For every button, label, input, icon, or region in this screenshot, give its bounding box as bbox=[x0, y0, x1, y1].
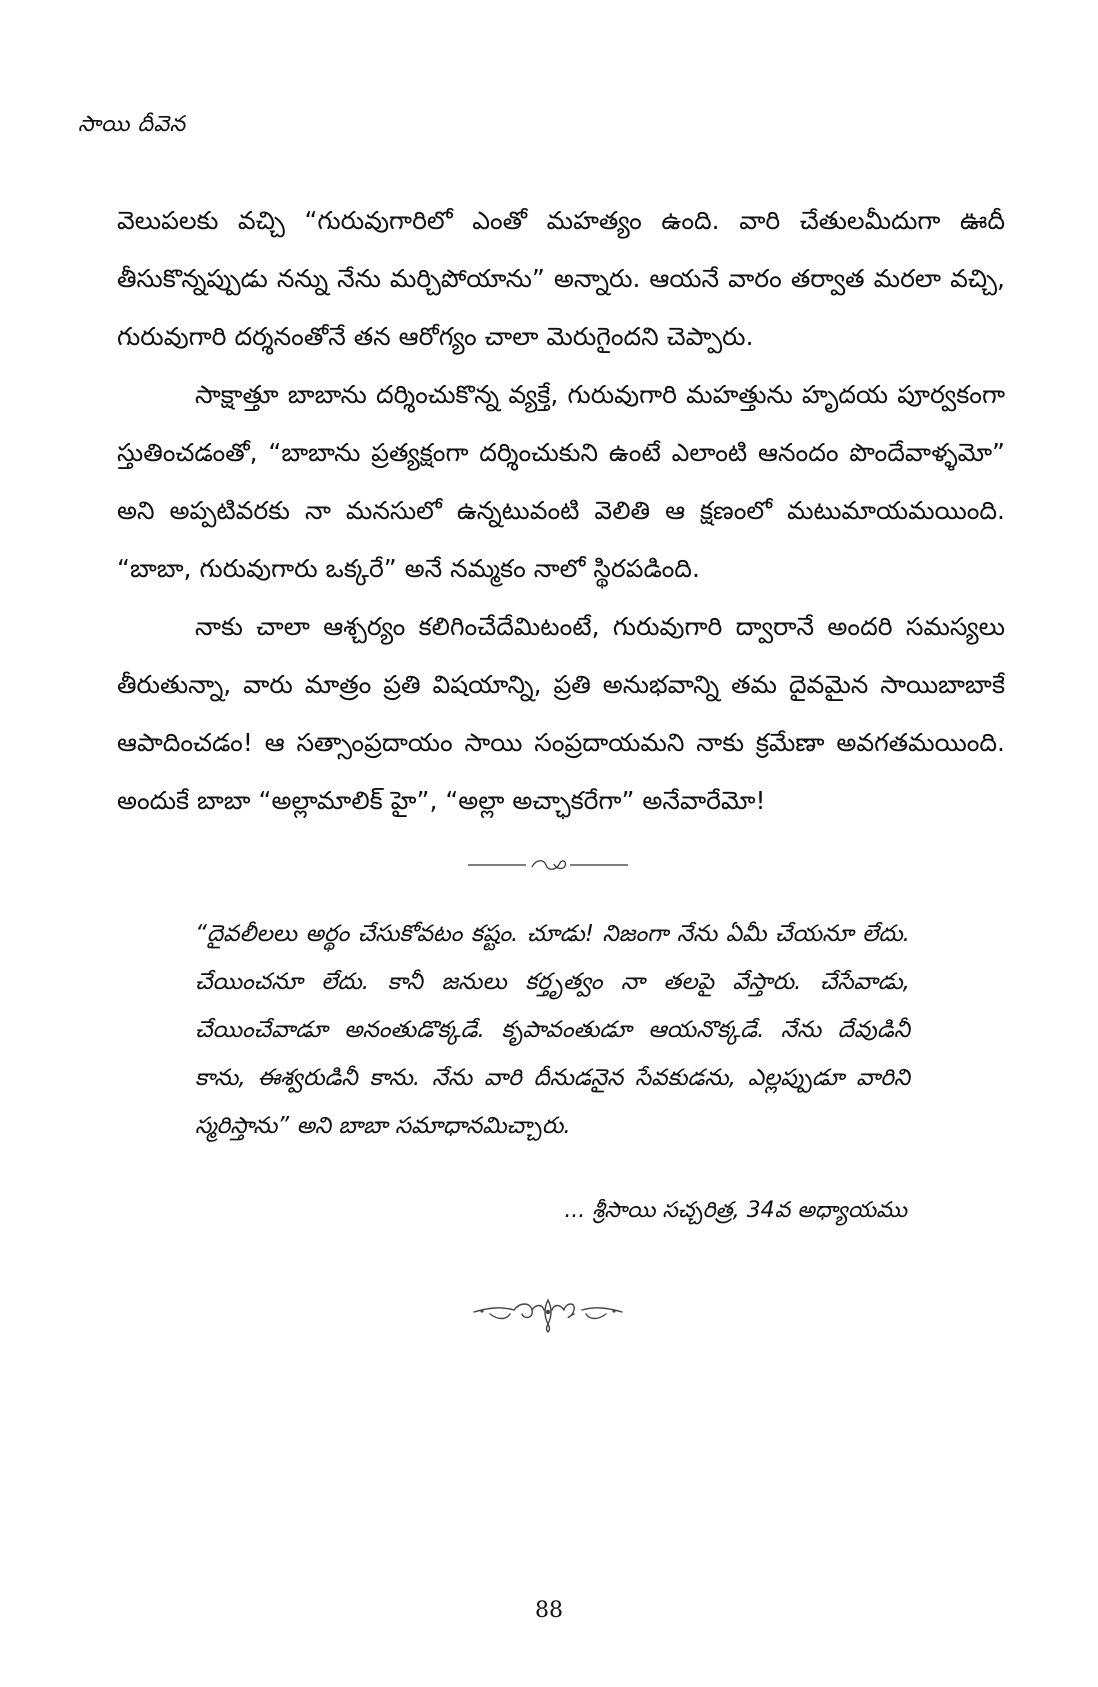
quote-source: ... శ్రీసాయి సచ్చరిత్ర, 34వ అధ్యాయము bbox=[564, 1198, 907, 1223]
quote-block bbox=[195, 910, 910, 1150]
paragraph: నాకు చాలా ఆశ్చర్యం కలిగించేదేమిటంటే, గురువుగారి ద్వారానే అందరి సమస్యలు తీరుతున్నా, వారు మాత్రం ప్రతి విషయాన్ని, ప్రతి అనుభవాన్ని తమ దైవమైన సాయిబాబాకే ఆపాదించడం! ఆ సత్సాంప్రదాయం సాయి సంప్రదాయమని నాకు క్రమేణా అవగతమయింది. అందుకే బాబా “అల్లామాలిక్ హై”, “అల్లా అచ్ఛాకరేగా” అనేవారేమో! bbox=[117, 612, 1005, 815]
section-divider-ornament bbox=[468, 855, 628, 875]
quote-text: “దైవలీలలు అర్థం చేసుకోవటం కష్టం. చూడు! నిజంగా నేను ఏమీ చేయనూ లేదు. చేయించనూ లేదు. కానీ జనులు కర్తృత్వం నా తలపై వేస్తారు. చేసేవాడు, చేయించేవాడూ అనంతుడొక్కడే. కృపావంతుడూ ఆయనొక్కడే. నేను దేవుడినీ కాను, ఈశ్వరుడినీ కాను. నేను వారి దీనుడనైన సేవకుడను, ఎల్లప్పుడూ వారిని స్మరిస్తాను” అని బాబా సమాధానమిచ్చారు. bbox=[195, 921, 910, 1139]
page-number: 88 bbox=[535, 1598, 563, 1623]
body-text bbox=[117, 192, 1005, 830]
paragraph: సాక్షాత్తూ బాబాను దర్శించుకొన్న వ్యక్తే, గురువుగారి మహత్తును హృదయ పూర్వకంగా స్తుతించడంతో, “బాబాను ప్రత్యక్షంగా దర్శించుకుని ఉంటే ఎలాంటి ఆనందం పొందేవాళ్ళమో” అని అప్పటివరకు నా మనసులో ఉన్నటువంటి వెలితి ఆ క్షణంలో మటుమాయమయింది. “బాబా, గురువుగారు ఒక్కరే” అనే నమ్మకం నాలో స్థిరపడింది. bbox=[117, 380, 1005, 583]
running-header: సాయి దీవెన bbox=[78, 112, 186, 137]
paragraph: వెలుపలకు వచ్చి “గురువుగారిలో ఎంతో మహత్యం ఉంది. వారి చేతులమీదుగా ఊదీ తీసుకొన్నప్పుడు నన్ను నేను మర్చిపోయాను” అన్నారు. ఆయనే వారం తర్వాత మరలా వచ్చి, గురువుగారి దర్శనంతోనే తన ఆరోగ్యం చాలా మెరుగైందని చెప్పారు. bbox=[117, 206, 1005, 351]
end-ornament bbox=[470, 1290, 626, 1334]
